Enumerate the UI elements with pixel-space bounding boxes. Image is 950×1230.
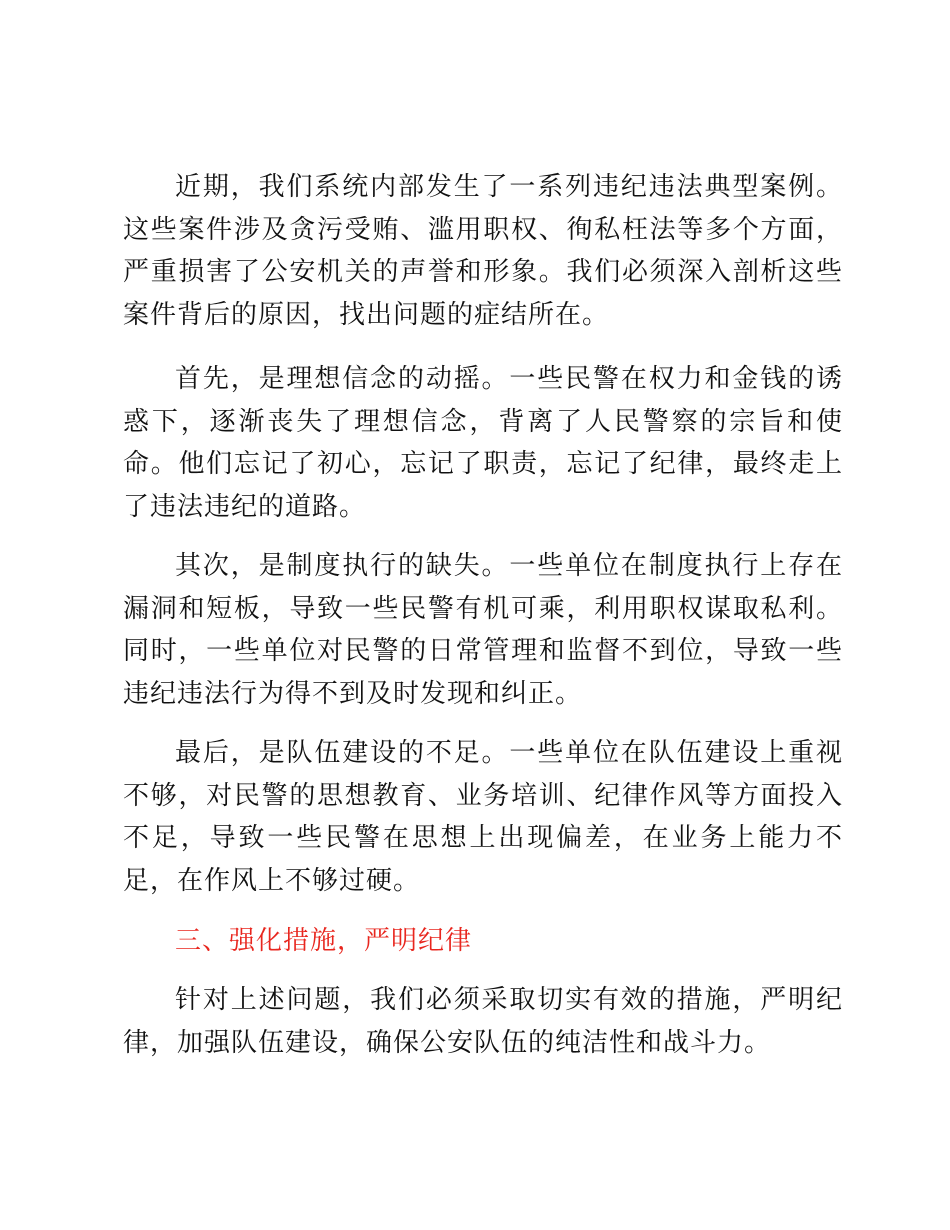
section-heading: 三、强化措施，严明纪律 [175,926,473,956]
body-paragraph: 最后，是队伍建设的不足。一些单位在队伍建设上重视不够，对民警的思想教育、业务培训、纪律作风等方面投入不足，导致一些民警在思想上出现偏差，在业务上能力不足，在作风上不够过硬。 [123,738,843,896]
body-paragraph: 其次，是制度执行的缺失。一些单位在制度执行上存在漏洞和短板，导致一些民警有机可乘，利用职权谋取私利。同时，一些单位对民警的日常管理和监督不到位，导致一些违纪违法行为得不到及时发现和纠正。 [123,551,843,709]
body-paragraph: 近期，我们系统内部发生了一系列违纪违法典型案例。这些案件涉及贪污受贿、滥用职权、徇私枉法等多个方面，严重损害了公安机关的声誉和形象。我们必须深入剖析这些案件背后的原因，找出问题的症结所在。 [123,172,843,330]
body-paragraph: 首先，是理想信念的动摇。一些民警在权力和金钱的诱惑下，逐渐丧失了理想信念，背离了人民警察的宗旨和使命。他们忘记了初心，忘记了职责，忘记了纪律，最终走上了违法违纪的道路。 [123,364,843,522]
body-paragraph: 针对上述问题，我们必须采取切实有效的措施，严明纪律，加强队伍建设，确保公安队伍的纯洁性和战斗力。 [123,985,843,1058]
